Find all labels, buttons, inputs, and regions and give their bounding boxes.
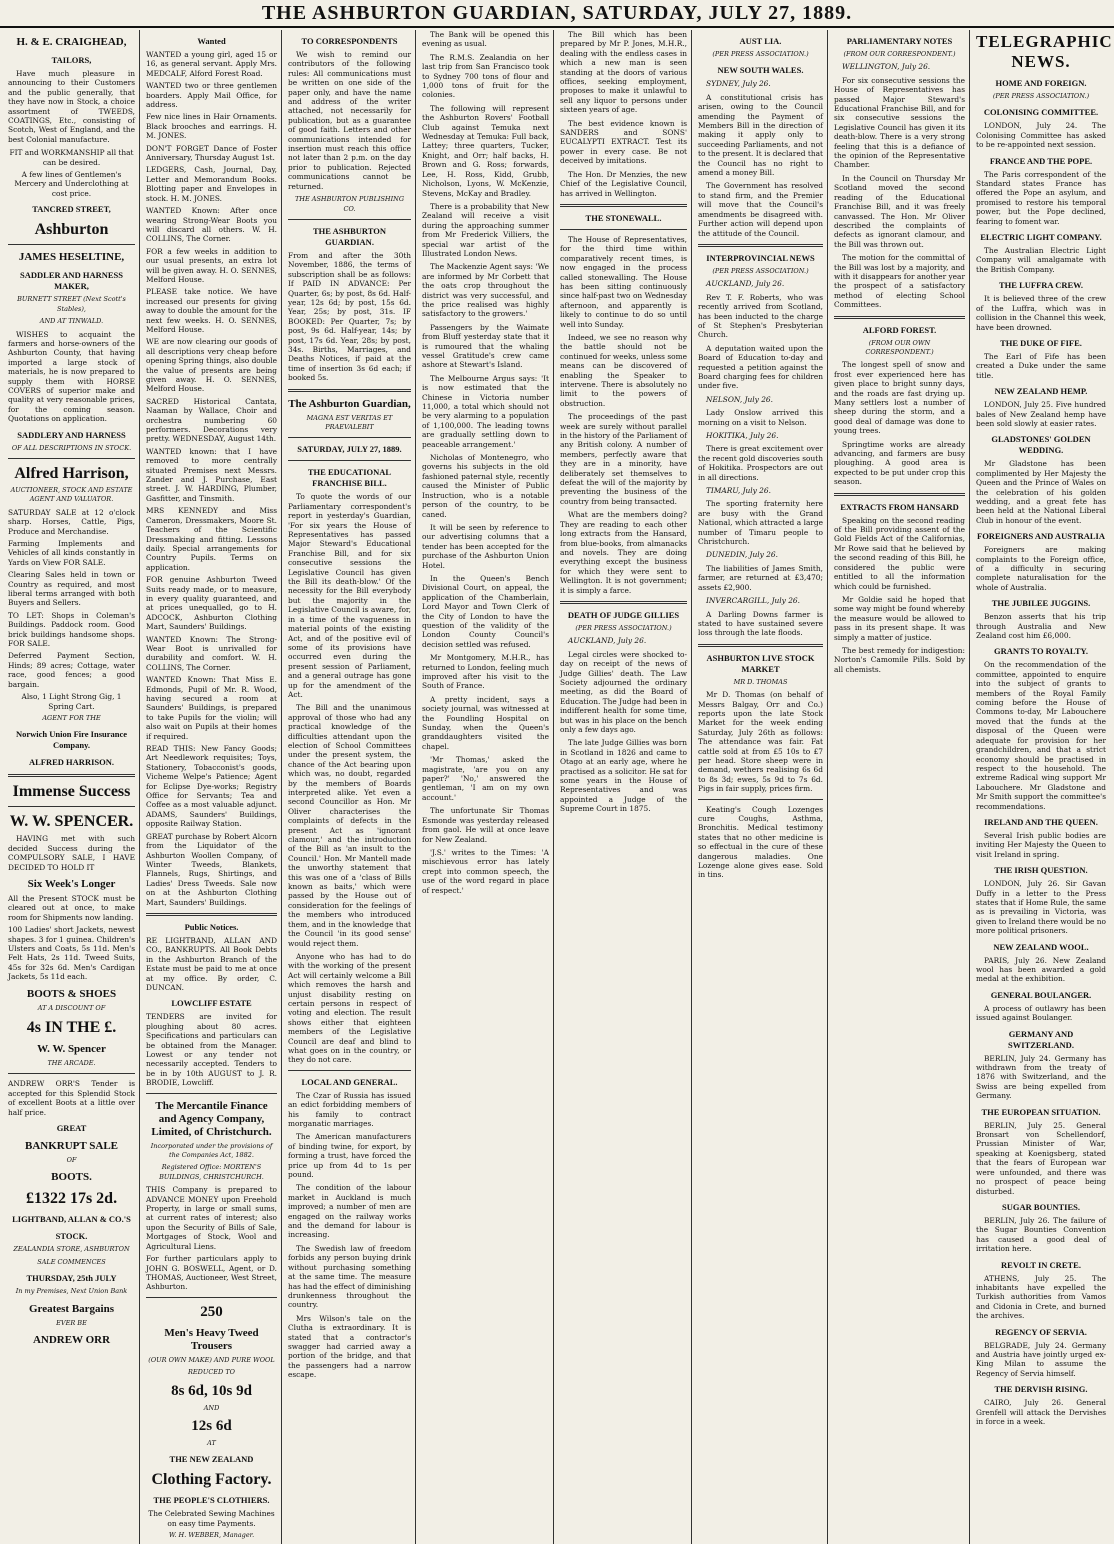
classified-ad: MRS KENNEDY and Miss Cameron, Dressmakers, Moore St. Teachers of the Scientific Dressmaking and fitting. Lessons daily. Special arrangements for Country Pupils. Terms on application.: [146, 506, 277, 572]
hansard-heading: EXTRACTS FROM HANSARD: [840, 501, 959, 512]
news-item: Passengers by the Waimate from Bluff yesterday state that it is rumoured that the whaling vessel Gratitude's crew came ashore at Stewart's Island.: [422, 322, 549, 370]
telegram-text: BELGRADE, July 24. Germany and Austria have jointly urged ex-King Milan to assume the Regency of Servia himself.: [976, 1340, 1106, 1378]
subscription-terms: From and after the 30th November, 1886, the terms of subscription shall be as follows: If PAID IN ADVANCE: Per Quarter, 6s; by post, 8s 6d. Half-year, 12s 6d; by post, 15s 6d. Year, 25s; by post, 31s. IF BOOKED: Per Quarter, 7s; by post, 9s 6d. Half-year, 14s; by post, 17s 6d. Year, 28s; by post, 34s. Births, Marriages, and Deaths Notices, if paid at the time of insertion 3s 6d each; if booked 5s.: [288, 250, 411, 383]
bankrupt-amount: £1322 17s 2d.: [25, 1190, 118, 1208]
telegram-heading: GENERAL BOULANGER.: [990, 989, 1092, 1000]
greatest-bargains: Greatest Bargains: [28, 1302, 115, 1315]
spencer-text: HAVING met with such decided Success during the COMPULSORY SALE, I HAVE DECIDED TO HOLD IT: [8, 834, 135, 872]
parliamentary-paragraph: The motion for the committal of the Bill was lost by a majority, and with it disappears for another year the prospect of a satisfactory method of electing School Committees.: [834, 253, 965, 310]
parliamentary-sub: (FROM OUR CORRESPONDENT.): [843, 50, 956, 58]
lowcliff-heading: LOWCLIFF ESTATE: [171, 998, 252, 1009]
telegram-heading: ELECTRIC LIGHT COMPANY.: [980, 232, 1102, 243]
six-weeks-longer: Six Week's Longer: [27, 877, 116, 890]
interprov-item: Rev T. F. Roberts, who was recently arrived from Scotland, has been inducted to the charge of St Stephen's Presbyterian Church.: [698, 292, 823, 340]
news-item: The Melbourne Argus says: 'It is now estimated that the Chinese in Victoria number 11,000, a total which should not be very alarming to a population of 1,100,000. The leading towns are gradually settling down to peaceable arrangement.': [422, 373, 549, 449]
nsw-dateline: SYDNEY, July 26.: [706, 79, 771, 89]
telegram-heading: NEW ZEALAND WOOL.: [993, 941, 1089, 952]
telegram-item: [976, 598, 1106, 640]
livestock-sub: MR D. THOMAS: [733, 677, 788, 686]
gillies-sub: (PER PRESS ASSOCIATION.): [575, 623, 672, 632]
telegram-text: LONDON, July 26. Sir Gavan Duffy in a letter to the Press states that if Home Rule, the same as is prevailing in Victoria, was given to Ireland there would be no more political prisoners.: [976, 879, 1106, 936]
publishing-company: THE ASHBURTON PUBLISHING CO.: [294, 195, 405, 213]
column-6: [694, 30, 828, 1544]
telegram-item: [976, 386, 1106, 428]
telegram-list: [976, 107, 1106, 1426]
livestock-text: Mr D. Thomas (on behalf of Messrs Balgay, Orr and Co.) reports upon the late Stock Market for the week ending Saturday, July 26th as follows: The attendance was fair. Fat cattle sold at from £5 10s to £7 per head. Store sheep were in demand, wethers realising 6s 6d to 8s 3d; ewes, 5s 9d to 7s 6d. Pigs in fair supply, prices firm.: [698, 690, 823, 794]
hansard-paragraph: Speaking on the second reading of the Bill providing assent of the Gold Fields Act of the Californias, Mr Rowe said that he believed by the second reading of this Bill, he considered the public were entitled to all the information which could be furnished.: [834, 515, 965, 591]
interprov-item: TIMARU, July 26.: [706, 486, 771, 496]
saddlery-sub: OF ALL DESCRIPTIONS IN STOCK.: [11, 443, 132, 452]
classified-ad: WE are now clearing our goods of all descriptions very cheap before opening Spring things, also double the value of presents are being given away. H. O. SENNES, Melford House.: [146, 337, 277, 394]
news-item: Mr Montgomery, M.H.R., has returned to London, feeling much improved after his visit to the South of France.: [422, 653, 549, 691]
mercantile-registered: Registered Office: MORTEN'S BUILDINGS, CHRISTCHURCH.: [159, 1163, 264, 1181]
telegram-text: On the recommendation of the committee, appointed to enquire into the subject of grants to members of the Royal Family coming before the House of Commons to-day, Mr Labouchere moved that the funds at the disposal of the Queen were adequate for provision for her grandchildren, and that a strict economy should be practised in respect to the household. The extreme Radical wing support Mr Labouchere. Mr Gladstone and Mr Smith support the committee's recommendations.: [976, 660, 1106, 811]
telegram-heading: GRANTS TO ROYALTY.: [994, 646, 1088, 657]
interprovincial-heading: INTERPROVINCIAL NEWS: [706, 252, 815, 263]
interprovincial-sub: (PER PRESS ASSOCIATION.): [712, 266, 809, 275]
trousers-reduced: REDUCED TO: [188, 1368, 235, 1377]
news-item: The Mackenzie Agent says: 'We are informed by Mr Corbett that the oats crop throughout the district was very successful, and the price realised was highly satisfactory to the growers.': [422, 262, 549, 319]
interprov-item: Lady Onslow arrived this morning on a visit to Nelson.: [698, 408, 823, 427]
saddlery-heading: SADDLERY AND HARNESS: [17, 429, 126, 440]
classified-ad: WANTED two or three gentlemen boarders. Apply Mail Office, for address.: [146, 81, 277, 110]
lightband-name: LIGHTBAND, ALLAN & CO.'S: [12, 1214, 131, 1225]
home-foreign-sub: (PER PRESS ASSOCIATION.): [992, 92, 1090, 100]
telegram-heading: THE JUBILEE JUGGINS.: [991, 598, 1091, 609]
interprov-item: AUCKLAND, July 26.: [706, 279, 785, 289]
telegram-heading: FOREIGNERS AND AUSTRALIA: [977, 531, 1105, 542]
telegram-text: A process of outlawry has been issued against Boulanger.: [976, 1003, 1106, 1023]
telegram-item: [976, 1107, 1106, 1196]
editorial-paragraph: The Bill and the unanimous approval of those who had any practical knowledge of the difficulties attendant upon the election of School Committees under the present system, the chance of the Act bearing upon which was, no doubt, regarded by the members of Boards interpreted alike. Yet even a second Councillor as Hon. Mr Oliver characterises the complaints of defects in the present Act as 'ignorant clamour,' and the introduction of the Bill as 'an insult to the Council.' Hon. Mr Mantell made the unworthy statement that this was one of a 'class of Bills known as baits,' which were passed by the House out of consideration for the feelings of the members who introduced them, and in the knowledge that the Council 'in its good sense' would reject them.: [288, 703, 411, 948]
editorial-heading: THE EDUCATIONAL FRANCHISE BILL.: [307, 467, 392, 489]
telegram-text: BERLIN, July 25. General Bronsart von Schellendorf, Prussian Minister of War, speaking at Koenigsberg, stated that the fears of European war were unfounded, and there was no prospect of peace being disturbed.: [976, 1120, 1106, 1196]
hansard-paragraph: Mr Goldie said he hoped that some way might be found whereby the measure would be allowed to pass in its present shape. It was simply a matter of justice.: [834, 594, 965, 642]
interprov-item: There is great excitement over the recent gold discoveries south of Hokitika. Prospectors are out in all directions.: [698, 444, 823, 482]
interprov-item: The sporting fraternity here are busy with the Grand National, which attracted a large number of Timaru people to Christchurch.: [698, 499, 823, 547]
telegram-heading: THE LUFFRA CREW.: [999, 280, 1083, 291]
alford-forest-sub: (FROM OUR OWN CORRESPONDENT.): [865, 338, 934, 356]
telegram-heading: SUGAR BOUNTIES.: [1002, 1201, 1080, 1212]
alford-forest-heading: ALFORD FOREST.: [862, 324, 937, 335]
telegram-item: [976, 338, 1106, 380]
classified-ad: DON'T FORGET Dance of Foster Anniversary, Thursday August 1st.: [146, 143, 277, 163]
boots-discount: AT A DISCOUNT OF: [37, 1003, 106, 1012]
telegram-text: ATHENS, July 25. The inhabitants have expelled the Turkish authorities from Vamos and Cidonia in Crete, and burned the archives.: [976, 1273, 1106, 1321]
interprov-item: INVERCARGILL, July 26.: [706, 596, 800, 606]
trousers-heading: Men's Heavy Tweed Trousers: [164, 1326, 259, 1352]
news-item: The best evidence known is SANDERS and SONS' EUCALYPTI EXTRACT. Test its power in every case. Be not deceived by imitations.: [560, 118, 687, 166]
livestock-heading: ASHBURTON LIVE STOCK MARKET: [706, 652, 815, 674]
heseltine-name: JAMES HESELTINE,: [18, 251, 125, 264]
mercantile-incorporated: Incorporated under the provisions of the Companies Act, 1882.: [150, 1141, 273, 1160]
news-item: A pretty incident, says a society journal, was witnessed at the Foundling Hospital on Sunday, when the Queen's granddaughters visited the chapel.: [422, 694, 549, 751]
andrew-orr: ANDREW ORR: [32, 1334, 111, 1347]
stonewall-paragraph: Indeed, we see no reason why the battle should not be continued for weeks, unless some means can be discovered of enabling the Speaker to intervene. There is absolutely no limit to the powers of obstruction.: [560, 332, 687, 408]
nsw-paragraph: A constitutional crisis has arisen, owing to the Council amending the Payment of Members Bill in the direction of making it apply only to succeeding Parliaments, and not to the present. It is declared that the Council has no right to amend a money Bill.: [698, 92, 823, 178]
masthead-title: THE ASHBURTON GUARDIAN, SATURDAY, JULY 27, 1889.: [261, 2, 853, 24]
keatings-ad: Keating's Cough Lozenges cure Coughs, Asthma, Bronchitis. Medical testimony states that no other medicine is so effectual in the cure of these dangerous maladies. One Lozenge alone gives ease. Sold in tins.: [698, 804, 823, 880]
classified-ad: FOR a few weeks in addition to our usual presents, an extra lot will be given away. H. O. SENNES, Melford House.: [146, 246, 277, 284]
interprov-item: NELSON, July 26.: [706, 394, 773, 404]
classified-ad: WANTED a young girl, aged 15 or 16, as general servant. Apply Mrs. MEDCALF, Alford Forest Road.: [146, 50, 277, 78]
telegram-heading: GERMANY AND SWITZERLAND.: [1008, 1028, 1074, 1050]
telegram-item: [976, 1202, 1106, 1254]
classified-ad: Few nice lines in Hair Ornaments. Black brooches and earrings. H. M. JONES.: [146, 112, 277, 141]
telegraphic-heading: TELEGRAPHIC NEWS.: [976, 32, 1113, 71]
sale-notice-6: Also, 1 Light Strong Gig, 1 Spring Cart.: [21, 692, 122, 711]
premises: In my Premises, Next Union Bank: [15, 1287, 128, 1296]
telegram-item: [976, 156, 1106, 226]
classified-ad: WANTED Known: The Strong-Wear Boot is unrivalled for durability and comfort. W. H. COLLINS, The Corner.: [146, 634, 277, 672]
interprov-item: The liabilities of James Smith, farmer, are returned at £3,470; assets £2,900.: [698, 563, 823, 592]
telegram-heading: THE DUKE OF FIFE.: [1000, 337, 1082, 348]
of-label: OF: [66, 1156, 77, 1165]
telegram-item: [976, 1029, 1106, 1101]
heseltine-text: WISHES to acquaint the farmers and horse-owners of the Ashburton County, that having imported a large stock of materials, he is now prepared to supply them with HORSE COVERS of superior make and quality at very reasonable prices, for the coming season. Quotations on application.: [8, 329, 135, 424]
and-label: AND: [203, 1403, 220, 1412]
telegram-item: [976, 942, 1106, 984]
australia-sub: (PER PRESS ASSOCIATION.): [712, 50, 809, 58]
sale-notice-4: TO LET: Shops in Coleman's Buildings. Paddock room. Good brick buildings handsome shops. FOR SALE.: [8, 610, 135, 649]
column-5: [556, 30, 692, 1544]
telegram-item: [976, 1327, 1106, 1379]
column-3: [284, 30, 416, 1544]
mercantile-heading: The Mercantile Finance and Agency Company, Limited, of Christchurch.: [151, 1099, 272, 1138]
telegram-heading: THE IRISH QUESTION.: [994, 865, 1088, 876]
telegram-text: BERLIN, July 24. Germany has withdrawn from the treaty of 1876 with Switzerland, and the Swiss are being expelled from Germany.: [976, 1053, 1106, 1101]
hansard-paragraph: The best remedy for indigestion: Norton's Camomile Pills. Sold by all chemists.: [834, 645, 965, 674]
boots-title: BOOTS.: [51, 1171, 92, 1184]
telegram-text: BERLIN, July 26. The failure of the Sugar Bounties Convention has caused a good deal of irritation here.: [976, 1215, 1106, 1254]
bankrupt-sale: BANKRUPT SALE: [24, 1140, 118, 1153]
alfred-harrison-name: Alfred Harrison,: [14, 464, 129, 482]
telegram-item: [976, 107, 1106, 149]
stonewall-paragraph: The proceedings of the past week are surely without parallel in the history of the Parliament of any British colony. A number of members, perfectly aware that they are in a minority, have deliberately set themselves to defeat the will of the majority by preventing the business of the country from being transacted.: [560, 412, 687, 506]
telegram-heading: COLONISING COMMITTEE.: [983, 107, 1099, 118]
telegram-text: The Australian Electric Light Company will amalgamate with the British Company.: [976, 246, 1106, 274]
local-item: The Swedish law of freedom forbids any person buying drink without purchasing something at the same time. The measure has had the effect of diminishing drunkenness throughout the country.: [288, 1243, 411, 1310]
telegram-text: Foreigners are making complaints to the Foreign office, of a difficulty in securing complete naturalisation for the whole of Australia.: [976, 545, 1106, 592]
telegram-text: Mr Gladstone has been complimented by Her Majesty the Queen and the Prince of Wales on the celebration of his golden wedding, and a great fete has been held at the National Liberal Club in honour of the event.: [976, 459, 1106, 525]
telegram-heading: FRANCE AND THE POPE.: [989, 155, 1093, 166]
correspondents-text: We wish to remind our contributors of the following rules: All communications must be written on one side of the paper only, and have the name and address of the writer attached, not necessarily for publication, but as a guarantee of good faith. Letters and other communications intended for insertion must reach this office not later than 2 p.m. on the day prior to publication. Rejected communications cannot be returned.: [288, 50, 411, 191]
lightband-stock: STOCK.: [55, 1231, 88, 1242]
parliamentary-paragraph: For six consecutive sessions the House of Representatives has passed Major Steward's Educational Franchise Bill, and for six consecutive sessions the Legislative Council has given it its death-blow. There is a very strong feeling that this is a defiance of the opinion of the Representative Chamber.: [834, 75, 965, 170]
telegram-text: LONDON, July 25. Five hundred bales of New Zealand hemp have been sold slowly at easier rates.: [976, 400, 1106, 428]
alford-paragraph: Springtime works are already advancing, and farmers are busy ploughing. A good area is expected to be put under crop this season.: [834, 439, 965, 487]
sale-commences: SALE COMMENCES: [37, 1257, 106, 1266]
columns: [4, 30, 1113, 1540]
news-item: The Hon. Dr Menzies, the new Chief of the Legislative Council, has arrived in Wellington.: [560, 169, 687, 198]
column-7: [830, 30, 970, 1544]
ashburton-heading: Ashburton: [34, 221, 109, 239]
classified-ad: SACRED Historical Cantata, Naaman by Wallace, Choir and orchestra numbering 60 performers. Decorations very pretty. WEDNESDAY, August 14th.: [146, 396, 277, 444]
public-notices-heading: Public Notices.: [184, 921, 239, 932]
australia-heading: AUST LIA.: [739, 36, 782, 46]
guardian-motto: MAGNA EST VERITAS ET PRAEVALEBIT: [306, 413, 393, 431]
nsw-paragraph: The Government has resolved to stand firm, and the Premier will move that the Council's amendments be disagreed with. Further action will depend upon the attitude of the Council.: [698, 181, 823, 238]
stock-text: All the Present STOCK must be cleared out at once, to make room for Shipments now landing.: [8, 893, 135, 922]
heseltine-trade: SADDLER AND HARNESS MAKER,: [20, 270, 123, 292]
interprov-item: HOKITIKA, July 26.: [706, 431, 779, 440]
telegram-text: The Earl of Fife has been created a Duke under the same title.: [976, 351, 1106, 380]
boots-shoes-heading: BOOTS & SHOES: [26, 987, 117, 1000]
sale-notice-5: Deferred Payment Section, Hinds; 89 acres; Cottage, water race, good fences; a good bargain.: [8, 651, 135, 689]
agent-for: AGENT FOR THE: [42, 713, 101, 722]
mercantile-particulars: For further particulars apply to JOHN G. BOSWELL, Agent, or D. THOMAS, Auctioneer, West Street, Ashburton.: [146, 1254, 277, 1292]
news-item: It will be seen by reference to our advertising columns that a tender has been accepted for the purchase of the Ashburton Union Hotel.: [422, 522, 549, 570]
tancred-street: TANCRED STREET,: [32, 204, 111, 215]
gillies-paragraph: Legal circles were shocked to-day on receipt of the news of Judge Gillies' death. The Law Society adjourned the ordinary meeting, as did the Board of Education. The Judge had been in indifferent health for some time, but was in his place on the bench only a few days ago.: [560, 649, 687, 734]
alford-paragraph: The longest spell of snow and frost ever experienced here has given place to bright sunny days, and the roads are fast drying up. Many settlers lost a number of sheep during the storm, and a good deal of damage was done to young trees.: [834, 360, 965, 436]
telegram-item: [976, 434, 1106, 525]
news-item: The R.M.S. Zealandia on her last trip from San Francisco took to Sydney 700 tons of flour and 1,000 tons of fruit for the colonies.: [422, 52, 549, 100]
news-item: 'J.S.' writes to the Times: 'A mischievous error has lately crept into common speech, the use of the word regard in place of respect.': [422, 847, 549, 895]
craighead-guarantee: FIT and WORKMANSHIP all that can be desired.: [9, 148, 134, 167]
telegram-heading: NEW ZEALAND HEMP.: [994, 386, 1088, 397]
discount-amount: 4s IN THE £.: [26, 1019, 117, 1036]
ever-be: EVER BE: [56, 1318, 87, 1327]
orr-tender: ANDREW ORR'S Tender is accepted for this Splendid Stock of excellent Boots at a little over half price.: [8, 1079, 135, 1117]
telegram-heading: IRELAND AND THE QUEEN.: [984, 816, 1098, 827]
trousers-price-2: 12s 6d: [191, 1417, 232, 1434]
gillies-heading: DEATH OF JUDGE GILLIES: [567, 609, 680, 620]
trousers-prices: 8s 6d, 10s 9d: [171, 1382, 252, 1399]
telegram-heading: REVOLT IN CRETE.: [1001, 1259, 1081, 1270]
column-2: [142, 30, 282, 1544]
news-item: There is a probability that New Zealand will receive a visit during the approaching summer from Mr Frederick Villiers, the special war artist of the Illustrated London News.: [422, 201, 549, 258]
classified-ad: WANTED known: that I have removed to more centrally situated Premises next Messrs. Zander and J. Purchase, East street. J. W. HARDING, Plumber, Gasfitter, and Tinsmith.: [146, 446, 277, 503]
masthead: [0, 0, 1114, 28]
telegram-item: [976, 990, 1106, 1023]
parliamentary-paragraph: In the Council on Thursday Mr Scotland moved the second reading of the Educational Franchise Bill, and it was freely canvassed. The Hon. Mr Oliver described the complaints of defects as ignorant clamour, and the Bill was thrown out.: [834, 173, 965, 249]
craighead-name: H. & E. CRAIGHEAD,: [16, 36, 127, 48]
interprov-item: DUNEDIN, July 26.: [706, 550, 778, 560]
factory-line-2: Clothing Factory.: [151, 1471, 272, 1489]
sale-date: THURSDAY, 25th JULY: [26, 1273, 117, 1284]
stonewall-heading: THE STONEWALL.: [585, 212, 662, 223]
lowcliff-notice: TENDERS are invited for ploughing about 80 acres. Specifications and particulars can be obtained from the Manager. Lowest or any tender not necessarily accepted. Tenders to be in by 10th AUGUST to J. R. BRODIE, Lowcliff.: [146, 1012, 277, 1088]
spencer-signature: W. W. Spencer: [37, 1043, 106, 1055]
local-item: The condition of the labour market in Auckland is much improved; a number of men are engaged on the railway works and the demand for labour is increasing.: [288, 1183, 411, 1240]
telegram-item: [976, 280, 1106, 332]
trousers-own-make: (OUR OWN MAKE) AND PURE WOOL: [148, 1355, 275, 1364]
editorial-paragraph: Anyone who has had to do with the working of the present Act will certainly welcome a Bill which removes the harsh and unjust disability resting on certain persons in respect of voting and election. The result shows either that eighteen members of the Legislative Council are deaf and blind to what goes on in the country, or they do not care.: [288, 951, 411, 1065]
news-item: Nicholas of Montenegro, who governs his subjects in the old fashioned paternal style, recently caused the Minister of Public Instruction, who is a notable person of the country, to be caned.: [422, 453, 549, 519]
interprov-item: A deputation waited upon the Board of Education to-day and requested a petition against the Board charging fees for children under five.: [698, 343, 823, 391]
parliamentary-dateline: WELLINGTON, July 26.: [842, 62, 931, 72]
immense-success: Immense Success: [12, 783, 131, 801]
telegram-item: [976, 646, 1106, 811]
column-4: [418, 30, 554, 1544]
guardian-title: The Ashburton Guardian,: [288, 397, 411, 410]
telegram-text: CAIRO, July 26. General Grenfell will attack the Dervishes in force in a week.: [976, 1398, 1106, 1426]
alfred-harrison-sub: AUCTIONEER, STOCK AND ESTATE AGENT AND VALUATOR.: [10, 485, 133, 504]
craighead-trade: TAILORS,: [51, 55, 92, 65]
telegram-item: [976, 1260, 1106, 1321]
classified-ads: [146, 50, 277, 907]
at-label: AT: [207, 1438, 216, 1447]
parliamentary-heading: PARLIAMENTARY NOTES: [846, 36, 953, 46]
local-general-heading: LOCAL AND GENERAL.: [301, 1076, 398, 1087]
norwich-union: Norwich Union Fire Insurance Company.: [15, 729, 128, 751]
craighead-gents: A few lines of Gentlemen's Mercery and Underclothing at cost price.: [14, 170, 129, 198]
telegram-item: [976, 1384, 1106, 1426]
sale-notice-3: Clearing Sales held in town or Country as required, and most liberal terms arranged with both Buyers and Sellers.: [8, 570, 135, 608]
classified-ad: GREAT purchase by Robert Alcorn from the Liquidator of the Ashburton Woollen Company, of Winter Tweeds, Blankets, Flannels, Rugs, Shirtings, and Ladies' Dress Tweeds. Sale now on at the Ashburton Clothing Mart, Saunders' Buildings.: [146, 831, 277, 907]
telegram-heading: THE EUROPEAN SITUATION.: [981, 1106, 1101, 1117]
issue-date: SATURDAY, JULY 27, 1889.: [297, 444, 402, 455]
telegram-item: [976, 865, 1106, 935]
local-item: The Czar of Russia has issued an edict forbidding members of his family to contract morganatic marriages.: [288, 1090, 411, 1128]
heseltine-also: AND AT TINWALD.: [39, 317, 104, 326]
great-label: GREAT: [56, 1123, 87, 1134]
peoples-clothiers: THE PEOPLE'S CLOTHIERS.: [153, 1495, 270, 1506]
stock-list: 100 Ladies' short Jackets, newest shapes. 3 for 1 guinea. Children's Ulsters and Coats, 5s 11d. Men's Felt Hats, 2s 11d. Tweed Suits, 45s for 32s 6d. Men's Cardigan Jackets, 5s 11d each.: [8, 925, 135, 982]
bankrupts-notice: RE LIGHTBAND, ALLAN AND CO., BANKRUPTS. All Book Debts in the Ashburton Branch of the Estate must be paid to me at once at my office. By order, C. DUNCAN.: [146, 935, 277, 992]
interprov-item: A Darling Downs farmer is stated to have sustained severe loss through the late floods.: [698, 609, 823, 638]
telegram-text: Several Irish public bodies are inviting Her Majesty the Queen to visit Ireland in spring.: [976, 830, 1106, 859]
news-item: The following will represent the Ashburton Rovers' Football Club against Temuka next Wednesday at Temuka: Full back, Lattey; three quarters, Tucker, Knight, and Orr; half backs, H. Brown and G. Ross; forwards, Lee, H. Ross, Kidd, Grubb, Nicholson, Lyons, W. McKenzie, Stevens, McKay and Bradley.: [422, 103, 549, 198]
sale-notice-1: SATURDAY SALE at 12 o'clock sharp. Horses, Cattle, Pigs, Produce and Merchandise.: [8, 507, 135, 536]
telegram-item: [976, 817, 1106, 859]
telegram-item: [976, 232, 1106, 274]
guardian-label: THE ASHBURTON GUARDIAN.: [313, 225, 386, 247]
telegram-text: PARIS, July 26. New Zealand wool has been awarded a gold medal at the exhibition.: [976, 955, 1106, 984]
classified-ad: PLEASE take notice. We have increased our presents for giving away to double the amount for the next few weeks. H. O. SENNES, Melford House.: [146, 287, 277, 334]
mercantile-text: THIS Company is prepared to ADVANCE MONEY upon Freehold Property, in large or small sums, at current rates of interest; also upon the Security of Bills of Sale, Mortgages of Stock, Wool and Agricultural Liens.: [146, 1185, 277, 1251]
gillies-paragraph: The late Judge Gillies was born in Scotland in 1826 and came to Otago at an early age, where he practised as a solicitor. He sat for some years in the House of Representatives and was appointed a Judge of the Supreme Court in 1875.: [560, 738, 687, 814]
sale-notice-2: Farming Implements and Vehicles of all kinds constantly in Yards on View FOR SALE.: [8, 539, 135, 567]
trousers-count: 250: [200, 1303, 223, 1320]
telegram-heading: REGENCY OF SERVIA.: [995, 1326, 1087, 1337]
column-1: [4, 30, 140, 1544]
spencer-name: W. W. SPENCER.: [9, 813, 134, 831]
news-item: The Bill which has been prepared by Mr P. Jones, M.H.R., dealing with the endless cases in which a new man is seen standing at the doors of various offices, seeking employment, proposes to make it unlawful to sell any liquor to persons under sixteen years of age.: [560, 30, 687, 115]
nsw-heading: NEW SOUTH WALES.: [717, 65, 804, 76]
alfred-signature: ALFRED HARRISON.: [28, 757, 114, 768]
news-item: 'Mr Thomas,' asked the magistrate, 'are you on any paper?' 'No,' answered the gentleman, 'I am on my own account.': [422, 755, 549, 802]
telegram-item: [976, 531, 1106, 592]
manager-name: W. H. WEBBER, Manager.: [168, 1531, 255, 1540]
news-item: The unfortunate Sir Thomas Esmonde was yesterday released from gaol. He will at once leave for New Zealand.: [422, 806, 549, 844]
stonewall-paragraph: What are the members doing? They are reading to each other long extracts from the Hansard, from blue-books, from almanacks and novels. They are doing everything except the business for which they were sent to Wellington. It is not government; it is simply a farce.: [560, 510, 687, 595]
zealandia-store: ZEALANDIA STORE, ASHBURTON: [13, 1245, 130, 1254]
local-item: Mrs Wilson's tale on the Clutha is extraordinary. It is stated that a contractor's swagger had carried away a portion of the bridge, and that the passengers had a narrow escape.: [288, 1313, 411, 1380]
stonewall-paragraph: The House of Representatives, for the third time within comparatively recent times, is now engaged in the process called stonewalling. The House has been sitting continuously since half-past two on Wednesday afternoon, and apparently is likely to continue to do so until well into Sunday.: [560, 234, 687, 329]
gillies-dateline: AUCKLAND, July 26.: [568, 636, 647, 646]
telegram-text: LONDON, July 24. The Colonising Committee has asked to be re-appointed next session.: [976, 121, 1106, 150]
column-8: [972, 30, 1113, 1544]
arcade: THE ARCADE.: [47, 1059, 96, 1067]
classified-ad: LEDGERS, Cash, Journal, Day, Letter and Memorandum Books. Blotting paper and Envelopes in stock. H. M. JONES.: [146, 165, 277, 203]
telegram-heading: THE DERVISH RISING.: [994, 1384, 1088, 1395]
telegram-text: The Paris correspondent of the Standard states France has offered the Pope an asylum, and promised to restore his temporal power, but the Pope declined, fearing to foment war.: [976, 169, 1106, 226]
classified-ad: WANTED Known: That Miss E. Edmonds, Pupil of Mr. R. Wood, having secured a room at Saunders' Buildings, is prepared to take Pupils for the violin; will also wait on Pupils at their homes if required.: [146, 675, 277, 741]
telegram-text: Benzon asserts that his trip through Australia and New Zealand cost him £6,000.: [976, 612, 1106, 641]
news-item: In the Queen's Bench Divisional Court, on appeal, the application of the Chamberlain, Lord Mayor and Town Clerk of the City of London to have the question of the validity of the London County Council's decision settled was refused.: [422, 573, 549, 649]
classified-ad: FOR genuine Ashburton Tweed Suits ready made, or to measure, in every quality guaranteed, and at prices unequalled, go to H. ADCOCK, Ashburton Clothing Mart, Saunders' Buildings.: [146, 575, 277, 632]
local-item: The American manufacturers of binding twine, for export, by forming a trust, have forced the price up from 4d to 1s per pound.: [288, 1132, 411, 1180]
telegram-text: It is believed three of the crew of the Luffra, which was in collision in the Channel this week, have been drowned.: [976, 294, 1106, 332]
wanted-heading: Wanted: [197, 36, 226, 46]
sewing-machines: The Celebrated Sewing Machines on easy time Payments.: [148, 1509, 275, 1528]
factory-line-1: THE NEW ZEALAND: [169, 1454, 254, 1465]
classified-ad: WANTED Known: After once wearing Strong-Wear Boots you will discard all others. W. H. COLLINS, The Corner.: [146, 206, 277, 244]
heseltine-place: BURNETT STREET (Next Scott's Stables),: [17, 295, 126, 313]
home-foreign-heading: HOME AND FOREIGN.: [995, 78, 1087, 88]
correspondents-heading: TO CORRESPONDENTS: [301, 36, 398, 46]
news-item: The Bank will be opened this evening as usual.: [422, 30, 549, 49]
editorial-paragraph: To quote the words of our Parliamentary correspondent's report in yesterday's Guardian, 'For six years the House of Representatives has passed Major Steward's Educational Franchise Bill, and for six consecutive sessions the Legislative Council has given the Bill its death-blow.' Of the necessity for the Bill everybody but the majority in the Legislative Council is aware, for, in a time of the vagueness in material points of the existing Act, and of the positive evil of some of its provisions have occurred even during the present session of Parliament, and a general outrage has gone up for the amendment of the Act.: [288, 492, 411, 699]
telegram-heading: GLADSTONES' GOLDEN WEDDING.: [991, 434, 1091, 456]
classified-ad: READ THIS: New Fancy Goods; Art Needlework requisites; Toys, Stationery, Tobacconist's goods, Vicheme Welpe's Patience; Agent for Eclipse Dye-works; Registry Office for Servants; Tea and Coffee as a most valuable adjunct. ADAMS, Saunders' Buildings, opposite Railway Station.: [146, 744, 277, 829]
craighead-text: Have much pleasure in announcing to their Customers and the public generally, that they have now in Stock, a choice assortment of TWEEDS, COATINGS, Etc., consisting of Scotch, West of England, and the best Colonial manufacture.: [8, 69, 135, 144]
